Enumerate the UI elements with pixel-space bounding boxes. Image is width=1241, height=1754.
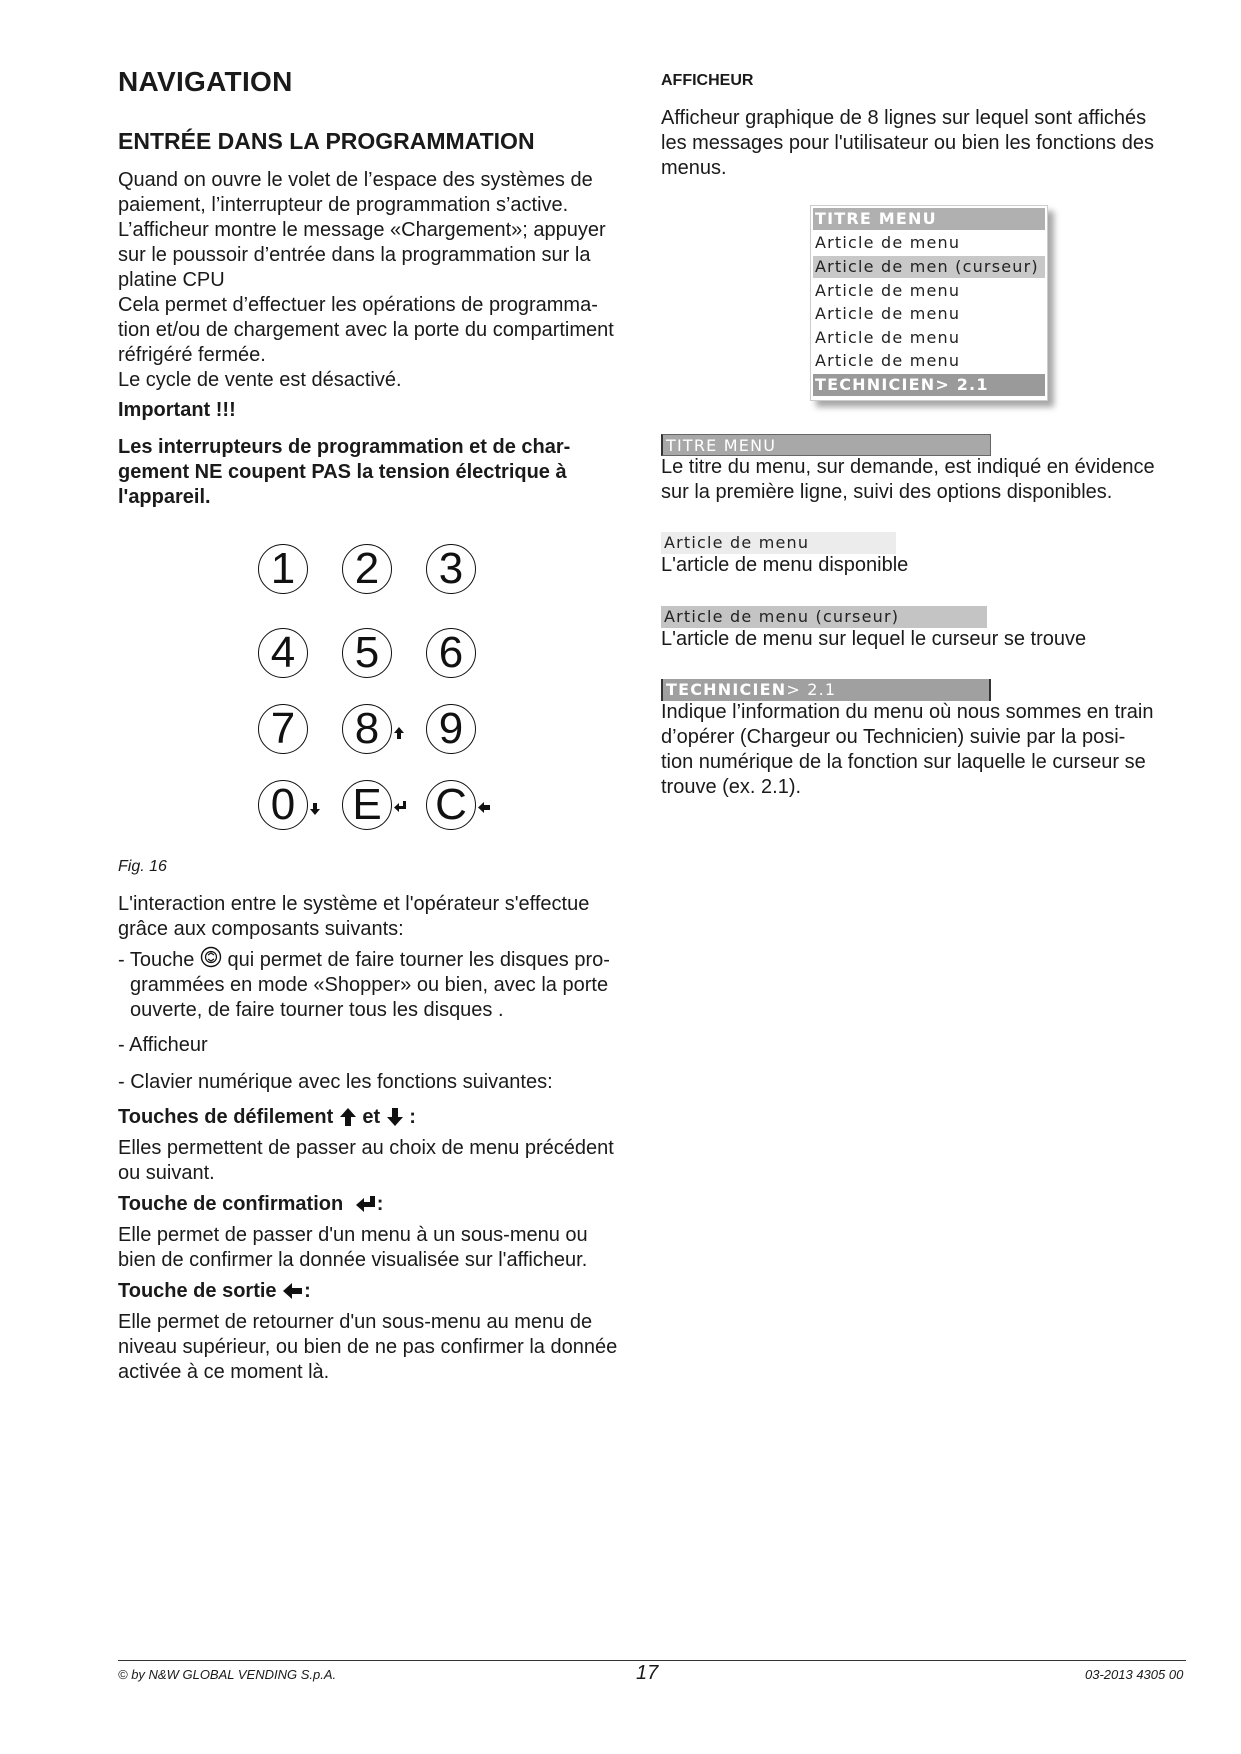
text-line: paiement, l’interrupteur de programmation s’active. [118,194,569,216]
down-arrow-icon [386,1107,404,1127]
text-line: L’afficheur montre le message «Chargement»; appuyer [118,219,606,241]
important-label: Important !!! [118,399,236,421]
figure-caption: Fig. 16 [118,858,167,875]
menu-item: Article de menu [815,281,961,300]
enter-arrow-icon [355,1195,377,1213]
exit-arrow-icon [282,1282,304,1300]
text-line: Cela permet d’effectuer les opérations de programma- [118,294,598,316]
text-line: niveau supérieur, ou bien de ne pas confirmer la donnée [118,1336,618,1358]
text-line: platine CPU [118,269,225,291]
key-5: 5 [342,628,392,678]
text-line: Quand on ouvre le volet de l’espace des systèmes de [118,169,593,191]
text-line: L'interaction entre le système et l'opérateur s'effectue [118,893,590,915]
key-7: 7 [258,704,308,754]
scroll-description [118,1136,648,1186]
text-line: Elles permettent de passer au choix de menu précédent [118,1137,614,1159]
text-line: qui permet de faire tourner les disques pro- [227,949,610,971]
warning-paragraph [118,435,638,510]
text-line: tion et/ou de chargement avec la porte du compartiment [118,319,614,341]
text-line: trouve (ex. 2.1). [661,776,802,798]
exit-description [118,1310,658,1385]
text-line: Le cycle de vente est désactivé. [118,369,402,391]
heading-text: Touche de confirmation [118,1193,344,1215]
text-line: grammées en mode «Shopper» ou bien, avec la porte [130,974,609,996]
legend-item-description: L'article de menu disponible [661,554,909,576]
key-e: E [342,780,392,830]
page-number: 17 [636,1662,659,1684]
clavier-item: - Clavier numérique avec les fonctions suivantes: [118,1071,553,1093]
text-line: Elle permet de retourner d'un sous-menu au menu de [118,1311,593,1333]
up-arrow-icon [339,1107,357,1127]
key-3: 3 [426,544,476,594]
text-line: les messages pour l'utilisateur ou bien les fonctions des [661,132,1154,154]
key-c: C [426,780,476,830]
enter-arrow-icon [393,800,407,814]
menu-item: Article de menu [815,328,961,347]
intro-paragraph [118,168,638,393]
legend-title-description [661,455,1181,505]
key-6: 6 [426,628,476,678]
text-line: Afficheur graphique de 8 lignes sur lequel sont affichés [661,107,1147,129]
text-line: ou suivant. [118,1162,215,1184]
key-0: 0 [258,780,308,830]
page-title: NAVIGATION [118,66,293,97]
text-line: bien de confirmer la donnée visualisée sur l'afficheur. [118,1249,588,1271]
heading-text: : [376,1193,384,1215]
text-line: grâce aux composants suivants: [118,918,404,940]
menu-item-cursor: Article de men (curseur) [813,256,1045,278]
legend-status-description [661,700,1181,800]
afficheur-item: - Afficheur [118,1034,208,1056]
exit-arrow-icon [477,800,491,814]
key-2: 2 [342,544,392,594]
text-line: ouverte, de faire tourner tous les disques . [130,999,504,1021]
legend-cursor-description: L'article de menu sur lequel le curseur se trouve [661,628,1087,650]
legend-chip-status [661,679,991,701]
key-8: 8 [342,704,392,754]
interaction-paragraph [118,892,638,942]
afficheur-intro [661,106,1181,181]
touche-item [118,946,648,1023]
text-line: Les interrupteurs de programmation et de char- [118,436,571,458]
key-9: 9 [426,704,476,754]
exit-heading [118,1279,311,1304]
chip-text: > 2.1 [786,680,837,699]
text-line: menus. [661,157,727,179]
menu-item: Article de menu [815,233,961,252]
text-line: Elle permet de passer d'un menu à un sous-menu ou [118,1224,588,1246]
footer-code: 03-2013 4305 00 [1085,1667,1184,1682]
shopper-rotate-icon [200,946,222,968]
footer-copyright: © by N&W GLOBAL VENDING S.p.A. [118,1667,337,1682]
text-line: l'appareil. [118,486,211,508]
text-line: Indique l’information du menu où nous sommes en train [661,701,1154,723]
menu-display [810,205,1048,401]
touche-prefix: - Touche [118,949,195,971]
down-arrow-icon [309,802,321,816]
heading-text: : [304,1280,311,1302]
heading-text: Touche de sortie [118,1280,277,1302]
heading-text: Touches de défilement [118,1106,334,1128]
text-line: d’opérer (Chargeur ou Technicien) suivie par la posi- [661,726,1126,748]
text-line: gement NE coupent PAS la tension électrique à [118,461,567,483]
menu-item: Article de menu [815,351,961,370]
menu-item: Article de menu [815,304,961,323]
text-line: sur le poussoir d’entrée dans la programmation sur la [118,244,591,266]
text-line: tion numérique de la fonction sur laquelle le curseur se [661,751,1146,773]
legend-chip-item: Article de menu [661,532,896,554]
legend-chip-cursor: Article de menu (curseur) [661,606,987,628]
text-line: sur la première ligne, suivi des options disponibles. [661,481,1113,503]
section-title: ENTRÉE DANS LA PROGRAMMATION [118,128,535,154]
text-line: Le titre du menu, sur demande, est indiqué en évidence [661,456,1155,478]
menu-title: TITRE MENU [813,208,1045,230]
footer-divider [118,1660,1186,1661]
heading-text: et [362,1106,381,1128]
heading-text: : [409,1106,416,1128]
scroll-heading [118,1105,416,1130]
text-line: activée à ce moment là. [118,1361,330,1383]
afficheur-heading: AFFICHEUR [661,72,754,89]
key-4: 4 [258,628,308,678]
chip-text: TECHNICIEN [666,680,787,699]
text-line: réfrigéré fermée. [118,344,266,366]
legend-chip-title: TITRE MENU [661,434,991,456]
menu-status: TECHNICIEN> 2.1 [813,374,1045,396]
keypad-figure [255,540,515,840]
up-arrow-icon [393,726,405,740]
confirm-description [118,1223,648,1273]
confirm-heading [118,1192,383,1217]
key-1: 1 [258,544,308,594]
